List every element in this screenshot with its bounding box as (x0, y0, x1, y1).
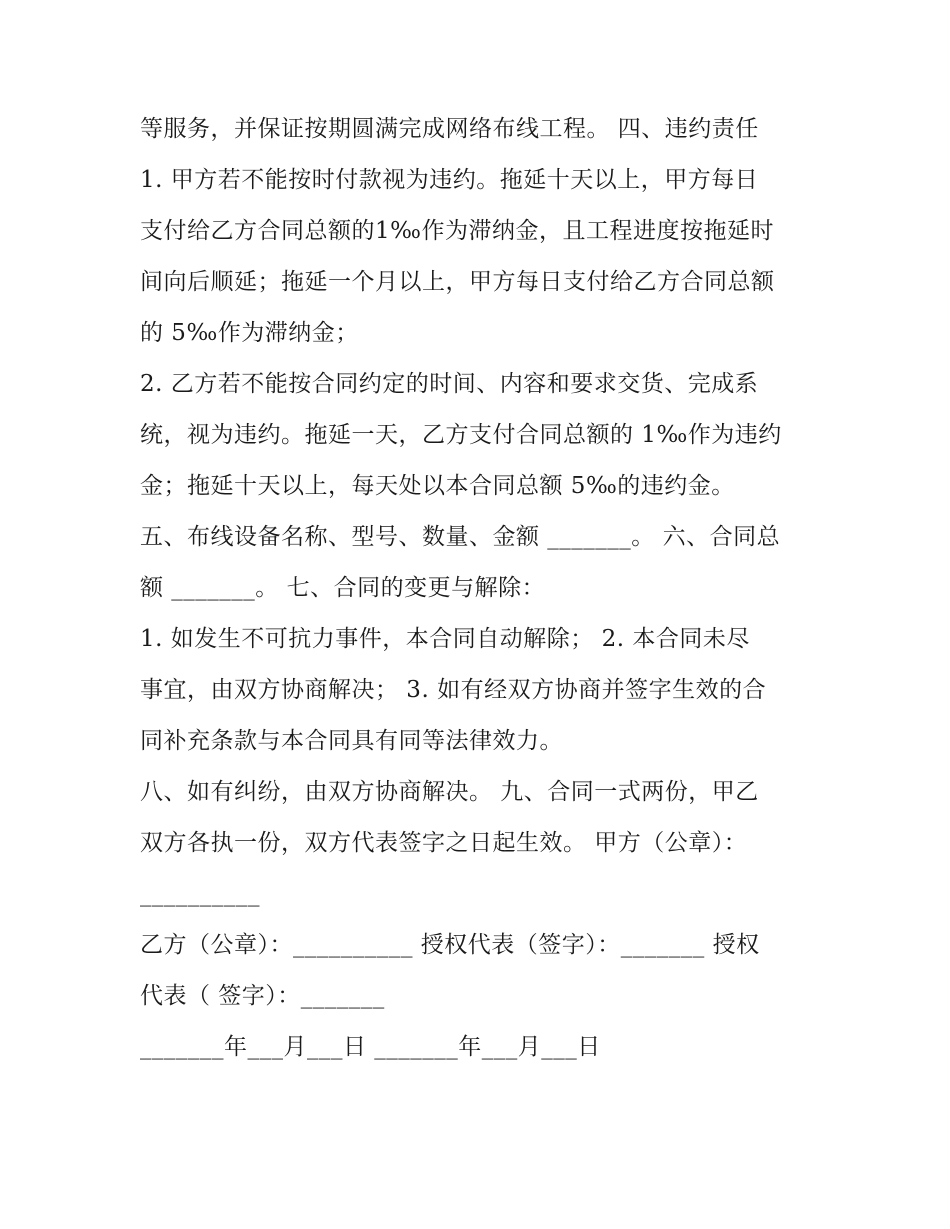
text-line: 统，视为违约。拖延一天，乙方支付合同总额的 1‰作为违约 (140, 422, 782, 448)
text-line: 等服务，并保证按期圆满完成网络布线工程。 四、违约责任 (140, 116, 759, 142)
text-line: 代表（ 签字）：_______ (140, 983, 385, 1009)
text-line: 乙方（公章）：__________ 授权代表（签字）：_______ 授权 (140, 932, 760, 958)
text-line: 事宜，由双方协商解决； 3. 如有经双方协商并签字生效的合 (140, 677, 767, 703)
text-line: 八、如有纠纷，由双方协商解决。 九、合同一式两份，甲乙 (140, 779, 759, 805)
date-line: _______年___月___日 _______年___月___日 (140, 1034, 601, 1060)
text-line: 双方各执一份，双方代表签字之日起生效。 甲方（公章）： (140, 830, 748, 856)
text-line: 1. 如发生不可抗力事件，本合同自动解除； 2. 本合同未尽 (140, 626, 750, 652)
text-line: 1. 甲方若不能按时付款视为违约。拖延十天以上，甲方每日 (140, 167, 759, 193)
text-line: 的 5‰作为滞纳金； (140, 320, 359, 346)
signature-blank-line: __________ (140, 881, 260, 907)
text-line: 额 _______。 七、合同的变更与解除： (140, 575, 546, 601)
text-line: 支付给乙方合同总额的1‰作为滞纳金，且工程进度按拖延时 (140, 218, 774, 244)
text-line: 2. 乙方若不能按合同约定的时间、内容和要求交货、完成系 (140, 371, 759, 397)
text-line: 间向后顺延；拖延一个月以上，甲方每日支付给乙方合同总额 (140, 269, 775, 295)
contract-body (140, 104, 820, 1073)
text-line: 金；拖延十天以上，每天处以本合同总额 5‰的违约金。 (140, 473, 735, 499)
text-line: 同补充条款与本合同具有同等法律效力。 (140, 728, 563, 754)
text-line: 五、布线设备名称、型号、数量、金额 _______。 六、合同总 (140, 524, 781, 550)
